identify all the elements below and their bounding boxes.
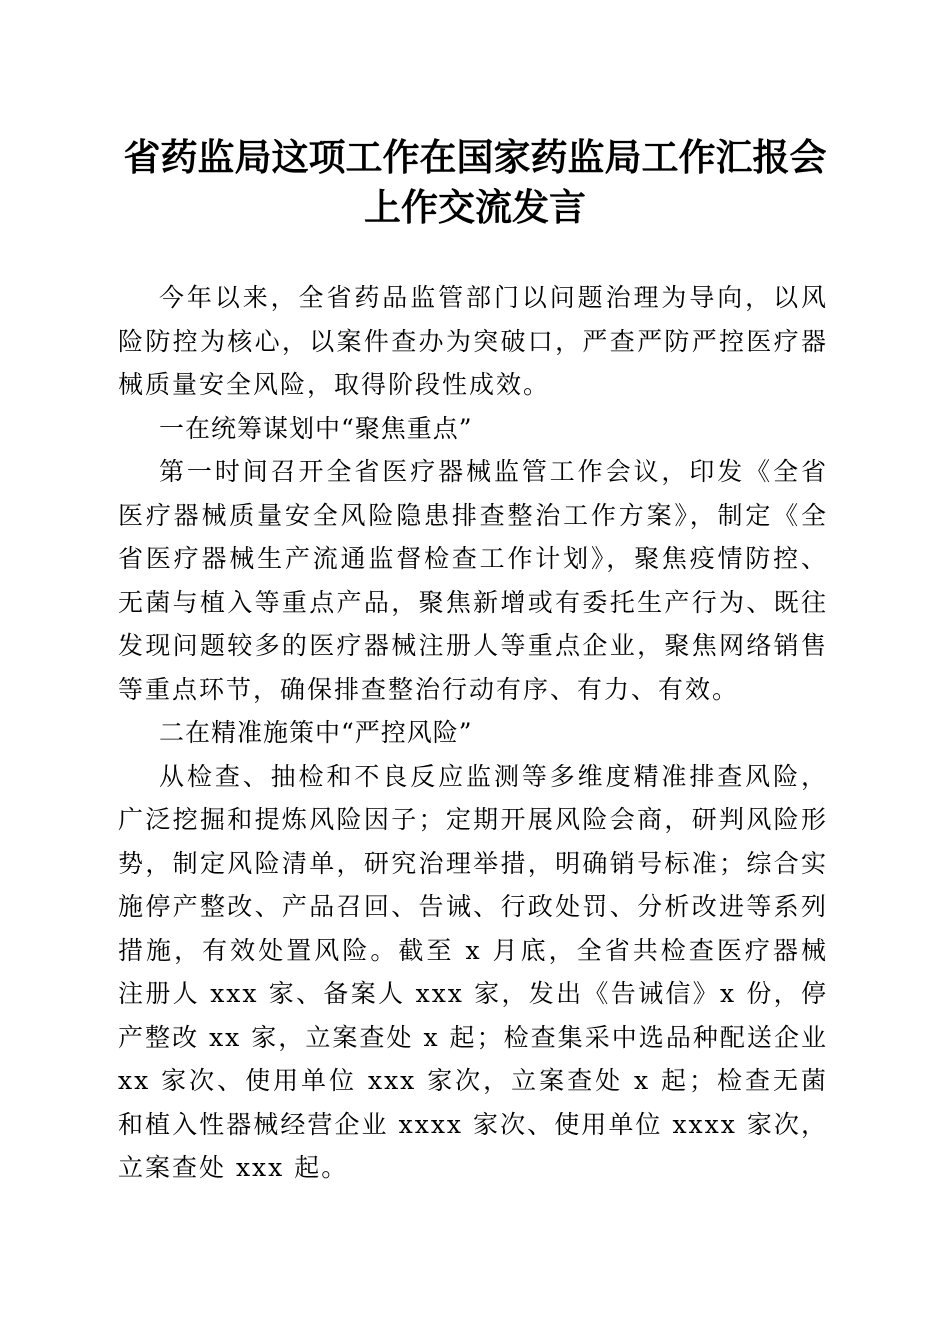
document-body	[118, 276, 828, 1190]
section-2-paragraph: 从检查、抽检和不良反应监测等多维度精准排查风险，广泛挖掘和提炼风险因子；定期开展风险会商，研判风险形势，制定风险清单，研究治理举措，明确销号标准；综合实施停产整改、产品召回、告诫、行政处罚、分析改进等系列措施，有效处置风险。截至 x 月底，全省共检查医疗器械注册人 xxx 家、备案人 xxx 家，发出《告诫信》x 份，停产整改 xx 家，立案查处 x 起；检查集采中选品种配送企业 xx 家次、使用单位 xxx 家次，立案查处 x 起；检查无菌和植入性器械经营企业 xxxx 家次、使用单位 xxxx 家次，立案查处 xxx 起。	[118, 761, 828, 1182]
section-1-paragraph: 第一时间召开全省医疗器械监管工作会议，印发《全省医疗器械质量安全风险隐患排查整治工作方案》，制定《全省医疗器械生产流通监督检查工作计划》，聚焦疫情防控、无菌与植入等重点产品，聚焦新增或有委托生产行为、既往发现问题较多的医疗器械注册人等重点企业，聚焦网络销售等重点环节，确保排查整治行动有序、有力、有效。	[118, 457, 828, 704]
intro-paragraph: 今年以来，全省药品监管部门以问题治理为导向，以风险防控为核心，以案件查办为突破口，严查严防严控医疗器械质量安全风险，取得阶段性成效。	[118, 283, 828, 399]
section-heading-2: 二在精准施策中“严控风险”	[159, 718, 473, 747]
section-heading-1: 一在统筹谋划中“聚焦重点”	[159, 413, 473, 443]
document-title: 省药监局这项工作在国家药监局工作汇报会上作交流发言	[123, 135, 827, 229]
